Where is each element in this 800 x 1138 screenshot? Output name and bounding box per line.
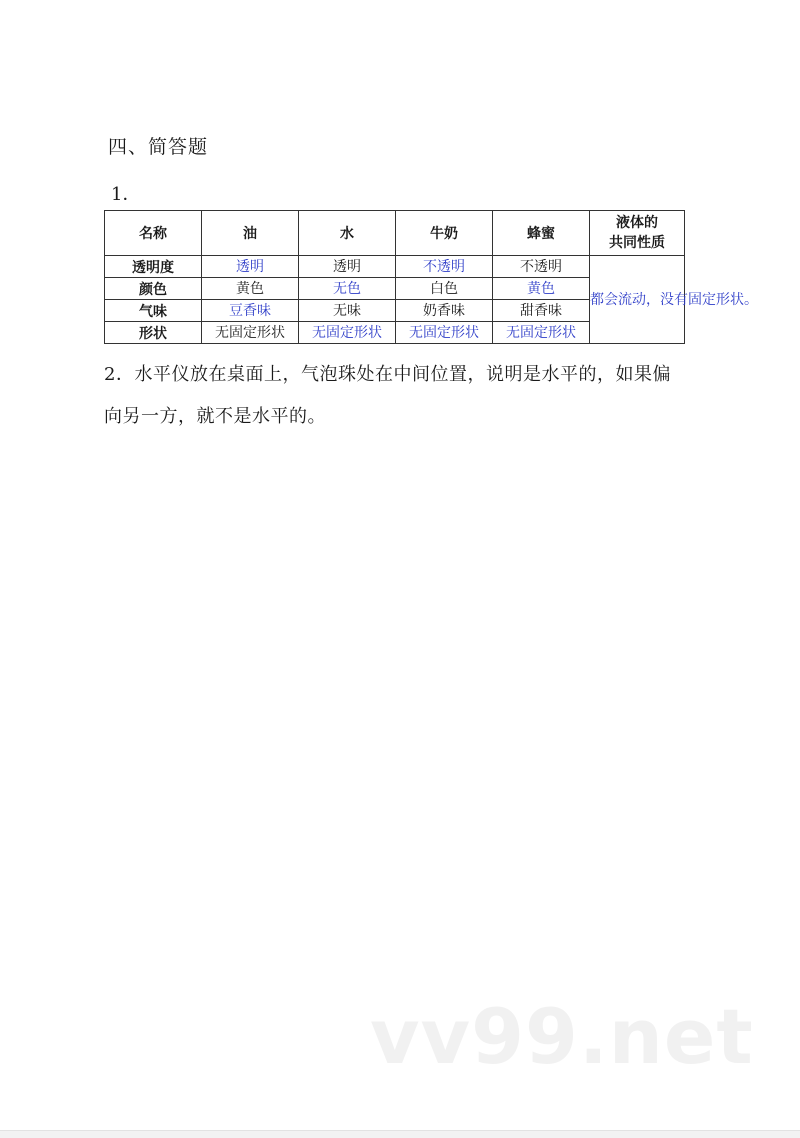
row-label-shape: 形状 xyxy=(105,322,202,344)
answer-table xyxy=(104,210,758,344)
question-2-answer: 2．水平仪放在桌面上，气泡珠处在中间位置，说明是水平的，如果偏向另一方，就不是水平的。 xyxy=(104,364,671,427)
table-cell: 白色 xyxy=(396,278,493,300)
table-cell: 透明 xyxy=(299,256,396,278)
table-cell: 无固定形状 xyxy=(202,322,299,344)
common-property-cell: 都会流动，没有固定形状。 xyxy=(590,256,685,344)
header-common-line1: 液体的 xyxy=(616,215,658,231)
table-cell: 无色 xyxy=(299,278,396,300)
table-cell: 甜香味 xyxy=(493,300,590,322)
table-row xyxy=(105,256,685,278)
table-header-row xyxy=(105,211,685,256)
table-cell: 无味 xyxy=(299,300,396,322)
table-cell: 黄色 xyxy=(202,278,299,300)
header-name-cell: 名称 xyxy=(105,211,202,256)
header-common-line2: 共同性质 xyxy=(609,235,665,251)
table-cell: 无固定形状 xyxy=(493,322,590,344)
section-title: 四、简答题 xyxy=(108,136,209,158)
table-cell: 豆香味 xyxy=(202,300,299,322)
row-label-color: 颜色 xyxy=(105,278,202,300)
header-column-honey: 蜂蜜 xyxy=(493,211,590,256)
table-cell: 不透明 xyxy=(396,256,493,278)
header-common-property xyxy=(590,211,685,256)
row-label-transparency: 透明度 xyxy=(105,256,202,278)
row-label-smell: 气味 xyxy=(105,300,202,322)
table-cell: 不透明 xyxy=(493,256,590,278)
header-column-milk: 牛奶 xyxy=(396,211,493,256)
table-cell: 无固定形状 xyxy=(299,322,396,344)
header-column-water: 水 xyxy=(299,211,396,256)
table-cell: 黄色 xyxy=(493,278,590,300)
table-cell: 奶香味 xyxy=(396,300,493,322)
header-column-oil: 油 xyxy=(202,211,299,256)
table-cell: 无固定形状 xyxy=(396,322,493,344)
page-bottom-edge xyxy=(0,1130,800,1138)
table-cell: 透明 xyxy=(202,256,299,278)
watermark: vv99.net xyxy=(370,992,754,1081)
question-1-number: 1． xyxy=(111,184,141,205)
